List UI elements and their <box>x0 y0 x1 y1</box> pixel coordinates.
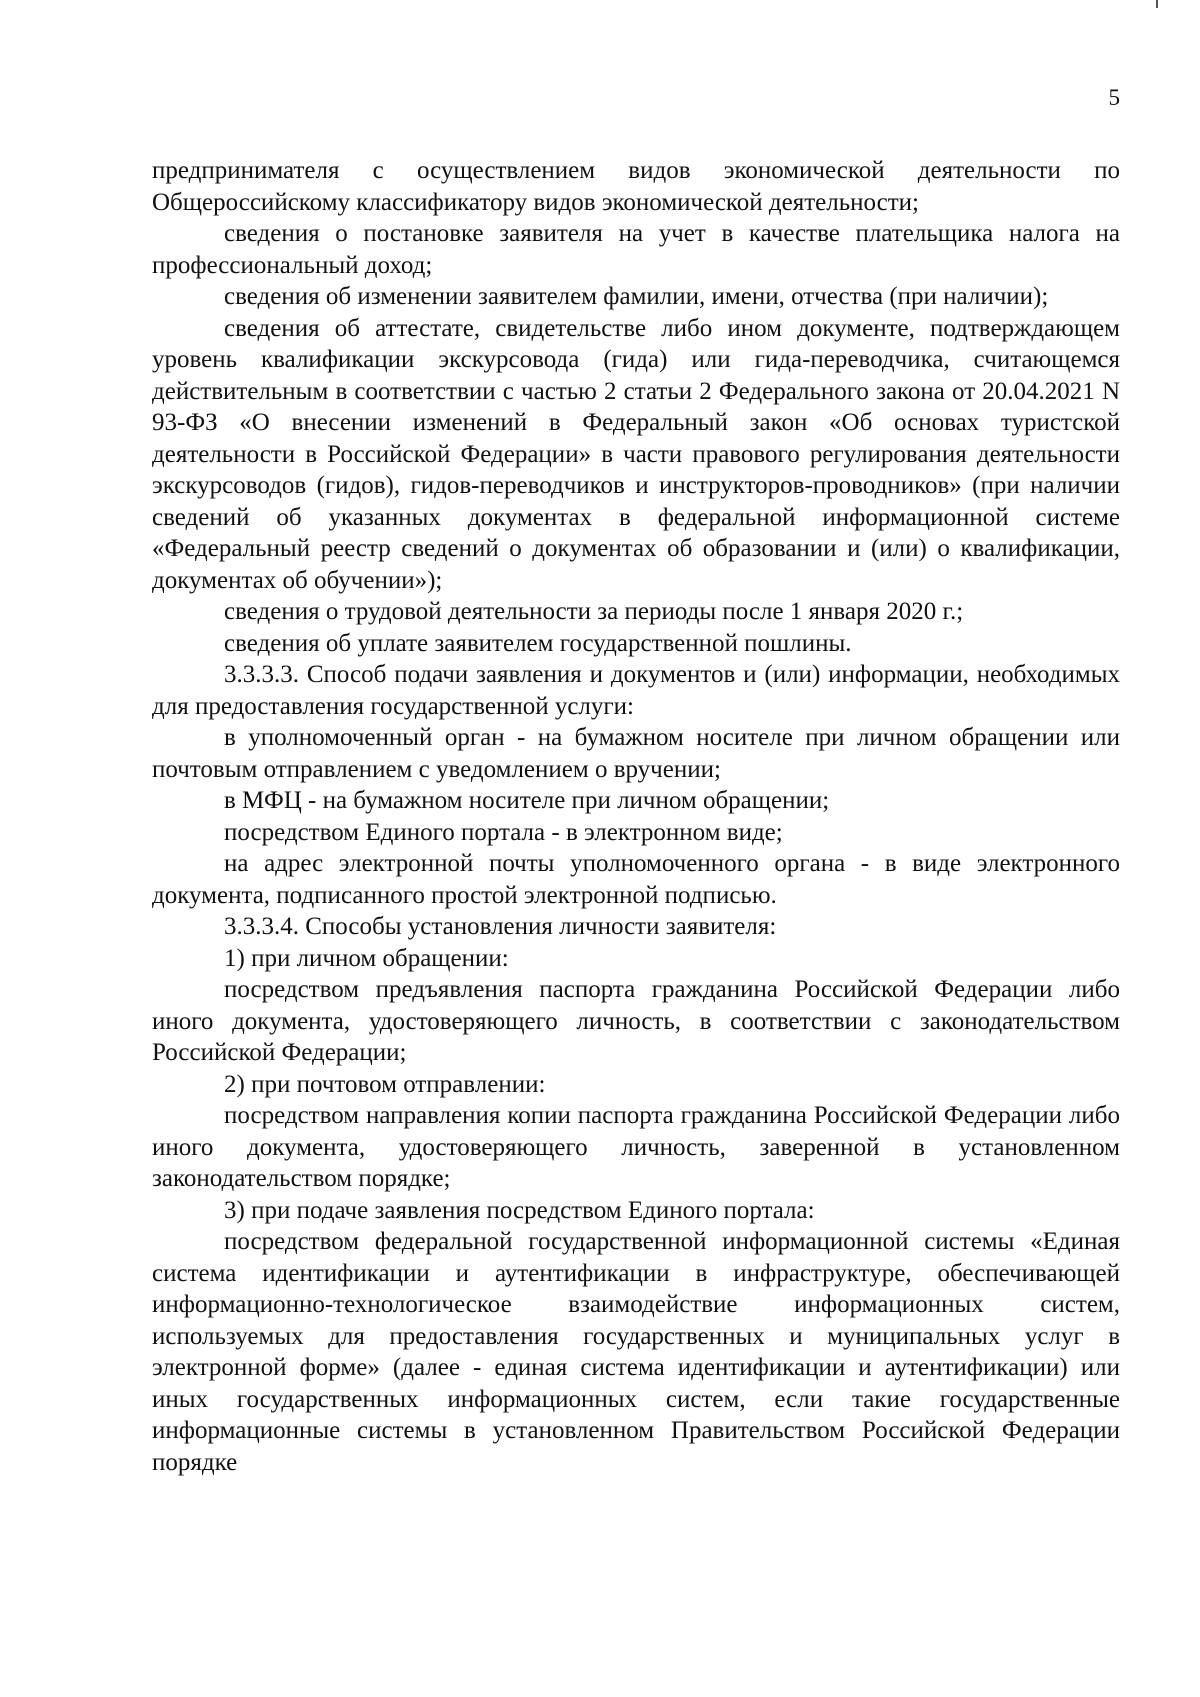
paragraph-continuation: предпринимателя с осуществлением видов экономической деятельности по Общероссийскому классификатору видов экономической деятельности; <box>152 157 1120 216</box>
paragraph-mfc: в МФЦ - на бумажном носителе при личном обращении; <box>224 787 830 814</box>
paragraph-passport-copy: посредством направления копии паспорта гражданина Российской Федерации либо иного документа, удостоверяющего личность, заверенной в установленном законодательством порядке; <box>152 1102 1120 1192</box>
paragraph-item-2: 2) при почтовом отправлении: <box>224 1070 546 1098</box>
paragraph-certificate: сведения об аттестате, свидетельстве либо ином документе, подтверждающем уровень квалификации экскурсовода (гида) или гида-переводчика, считающемся действительным в соответствии с частью 2 статьи 2 Федерального закона от 20.04.2021 N 93-ФЗ «О внесении изменений в Федеральный закон «Об основах туристской деятельности в Российской Федерации» в части правового регулирования деятельности экскурсоводов (гидов), гидов-переводчиков и инструкторов-проводников» (при наличии сведений об указанных документах в федеральной информационной системе «Федеральный реестр сведений о документах об образовании и (или) о квалификации, документах об обучении»); <box>152 314 1120 594</box>
paragraph-authorized-body: в уполномоченный орган - на бумажном носителе при личном обращении или почтовым отправлением с уведомлением о вручении; <box>152 724 1120 783</box>
document-body <box>152 155 1120 1478</box>
paragraph-passport-presentation: посредством предъявления паспорта гражданина Российской Федерации либо иного документа, удостоверяющего личность, в соответствии с законодательством Российской Федерации; <box>152 976 1120 1066</box>
scan-edge-mark <box>1156 0 1158 8</box>
paragraph-item-1: 1) при личном обращении: <box>224 944 509 972</box>
paragraph-name-change: сведения об изменении заявителем фамилии, имени, отчества (при наличии); <box>224 283 1049 310</box>
paragraph-email: на адрес электронной почты уполномоченного органа - в виде электронного документа, подписанного простой электронной подписью. <box>152 850 1120 909</box>
paragraph-3-3-3-3: 3.3.3.3. Способ подачи заявления и документов и (или) информации, необходимых для предоставления государственной услуги: <box>152 661 1120 720</box>
page-number: 5 <box>1108 85 1120 110</box>
paragraph-employment: сведения о трудовой деятельности за периоды после 1 января 2020 г.; <box>224 598 964 625</box>
paragraph-professional-income: сведения о постановке заявителя на учет в качестве плательщика налога на профессиональный доход; <box>152 220 1120 279</box>
paragraph-unified-portal: посредством Единого портала - в электронном виде; <box>224 818 783 846</box>
paragraph-3-3-3-4: 3.3.3.4. Способы установления личности заявителя: <box>224 913 777 940</box>
paragraph-state-fee: сведения об уплате заявителем государственной пошлины. <box>224 629 852 657</box>
paragraph-item-3: 3) при подаче заявления посредством Единого портала: <box>224 1196 815 1224</box>
paragraph-esia: посредством федеральной государственной информационной системы «Единая система идентификации и аутентификации в инфраструктуре, обеспечивающей информационно-технологическое взаимодействие информационных систем, используемых для предоставления государственных и муниципальных услуг в электронной форме» (далее - единая система идентификации и аутентификации) или иных государственных информационных систем, если такие государственные информационные системы в установленном Правительством Российской Федерации порядке <box>152 1228 1120 1476</box>
